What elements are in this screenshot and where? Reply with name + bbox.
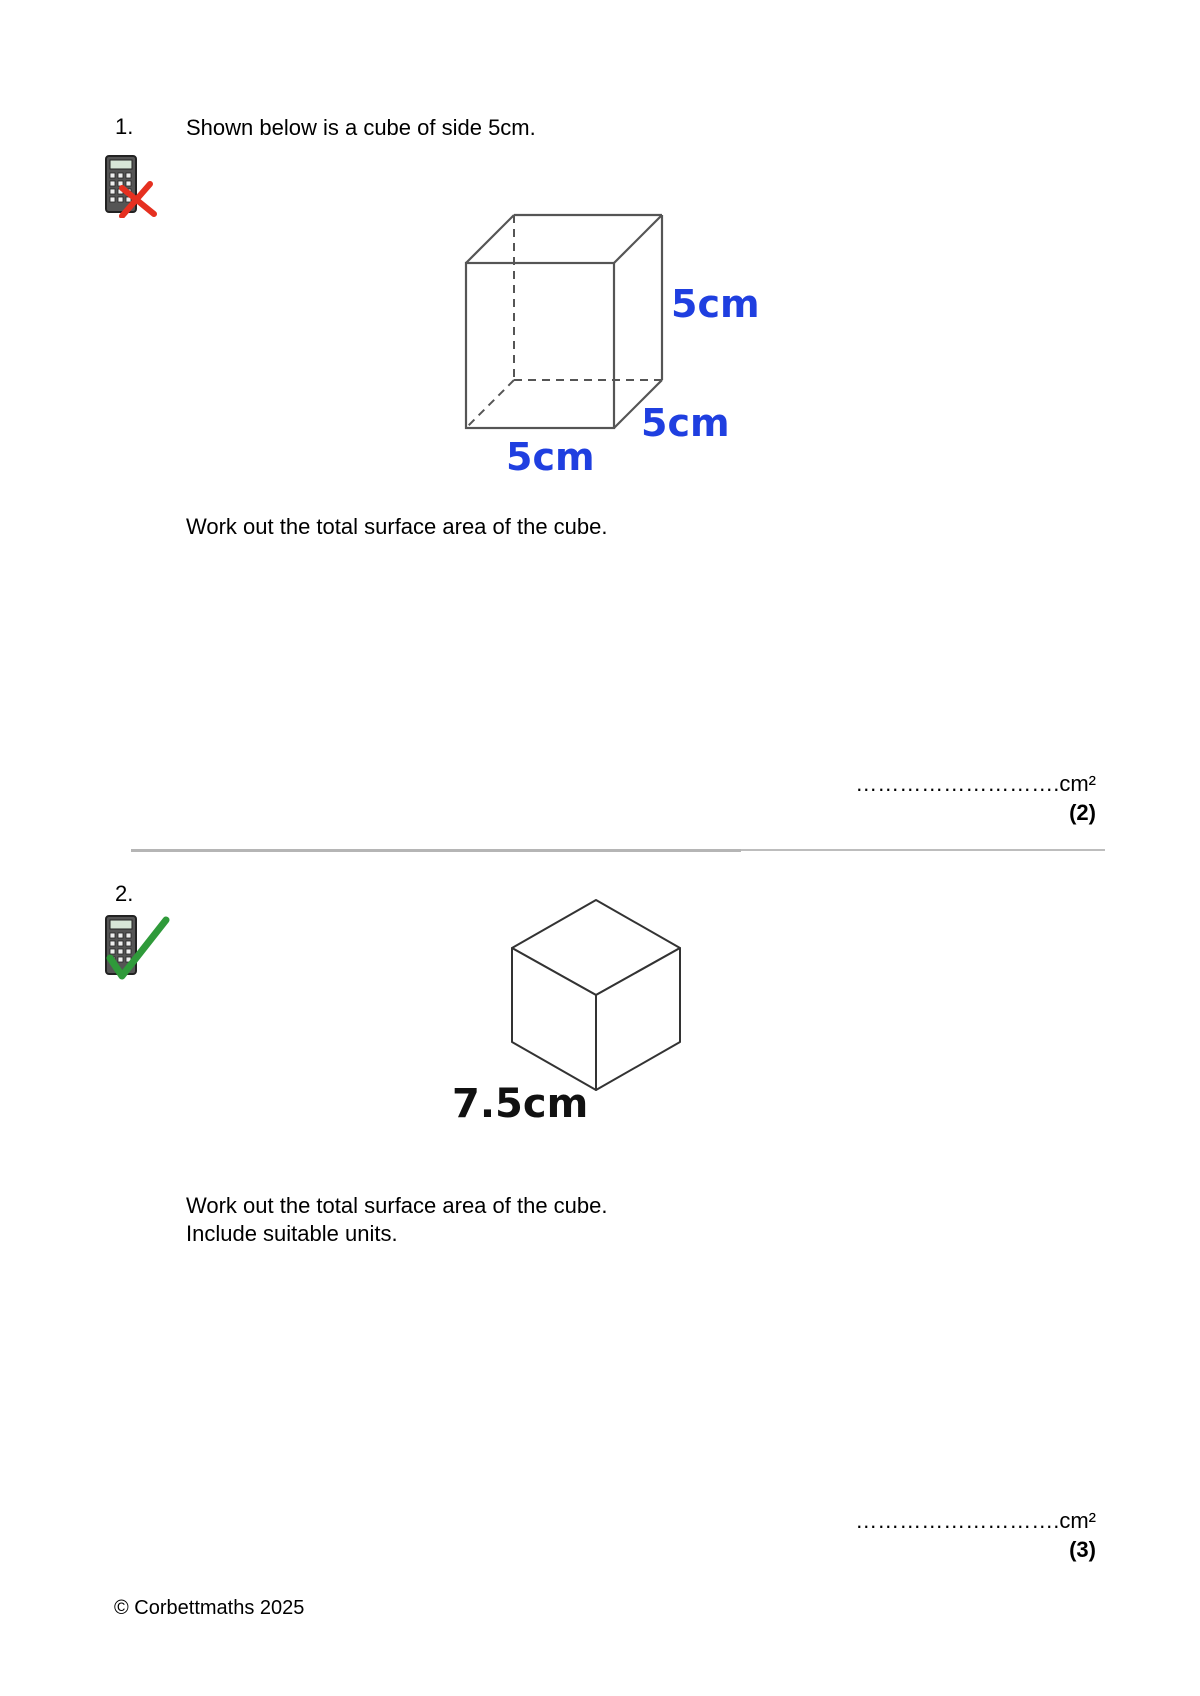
question-1-text: Shown below is a cube of side 5cm. <box>186 115 536 140</box>
copyright-footer: © Corbettmaths 2025 <box>114 1597 305 1619</box>
cube-2-side-label: 7.5cm <box>452 1081 589 1127</box>
section-divider-right <box>741 849 1105 851</box>
question-2-units-instruction: Include suitable units. <box>186 1221 398 1246</box>
cube-1-height-label: 5cm <box>671 282 760 326</box>
non-calculator-icon <box>104 154 160 218</box>
cube-1-depth-label: 5cm <box>641 401 730 445</box>
calculator-allowed-icon <box>104 914 170 982</box>
question-1-marks: (2) <box>1069 800 1096 825</box>
question-2-answer-line: ……………………….cm² <box>855 1508 1096 1533</box>
cube-1-width-label: 5cm <box>506 435 595 479</box>
question-1-number: 1. <box>115 114 134 139</box>
cube-diagram-1 <box>440 200 770 480</box>
question-2-marks: (3) <box>1069 1537 1096 1562</box>
question-1-prompt: Work out the total surface area of the cube. <box>186 514 608 539</box>
question-2-prompt: Work out the total surface area of the cube. <box>186 1193 608 1218</box>
question-1-answer-line: ……………………….cm² <box>855 771 1096 796</box>
question-2-number: 2. <box>115 881 134 906</box>
cube-diagram-2 <box>440 895 700 1135</box>
section-divider <box>131 849 741 852</box>
